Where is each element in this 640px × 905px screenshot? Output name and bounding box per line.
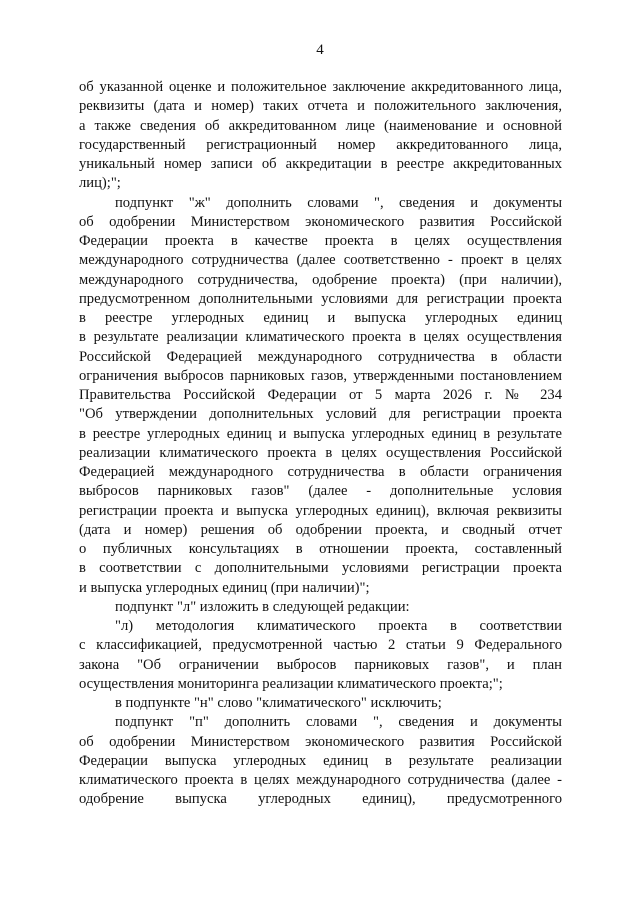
text-line: климатического проекта в целях международного сотрудничества (далее -	[79, 772, 562, 788]
text-line: международного сотрудничества (далее соответственно - проект в целях	[79, 252, 562, 269]
text-line: закона "Об ограничении выбросов парниковых газов", и план	[79, 656, 562, 673]
body-text	[79, 78, 562, 810]
text-line: выбросов парниковых газов" (далее - дополнительные условия	[79, 483, 562, 500]
text-line: об одобрении Министерством экономического развития Российской	[79, 733, 562, 750]
text-line: Федерации проекта в качестве проекта в целях осуществления	[79, 233, 562, 249]
page-number: 4	[316, 42, 324, 58]
text-line: "Об утверждении дополнительных условий для регистрации проекта	[79, 406, 562, 423]
text-line: подпункт "п" дополнить словами ", сведения и документы	[115, 714, 562, 731]
text-line: о публичных консультациях в отношении проекта, составленный	[79, 541, 562, 557]
text-line: подпункт "л" изложить в следующей редакции:	[115, 598, 410, 615]
text-line: об указанной оценке и положительное заключение аккредитованного лица,	[79, 79, 562, 95]
text-line: реализации климатического проекта в целях осуществления Российской	[79, 444, 562, 461]
text-line: с классификацией, предусмотренной частью 2 статьи 9 Федерального	[79, 637, 562, 654]
text-line: государственный регистрационный номер аккредитованного лица,	[79, 136, 562, 153]
text-line: и выпуска углеродных единиц (при наличии)";	[79, 579, 370, 596]
text-line: в результате реализации климатического проекта в целях осуществления	[79, 329, 562, 346]
text-line: ограничения выбросов парниковых газов, утвержденными постановлением	[79, 367, 562, 384]
text-line: "л) методология климатического проекта в соответствии	[115, 618, 562, 634]
text-line: (дата и номер) решения об одобрении проекта, и сводный отчет	[79, 521, 562, 538]
text-line: об одобрении Министерством экономического развития Российской	[79, 213, 562, 230]
text-line: Российской Федерацией международного сотрудничества в области	[79, 348, 562, 365]
text-line: Правительства Российской Федерации от 5 марта 2026 г. № 234	[79, 387, 562, 403]
text-line: в реестре углеродных единиц и выпуска углеродных единиц	[79, 310, 562, 326]
text-line: лиц);";	[79, 175, 121, 192]
text-line: регистрации проекта и выпуска углеродных единиц), включая реквизиты	[79, 502, 562, 519]
text-line: одобрение выпуска углеродных единиц), предусмотренного	[79, 791, 562, 808]
text-line: Федерацией международного сотрудничества в области ограничения	[79, 464, 562, 480]
text-line: международного сотрудничества, одобрение проекта) (при наличии),	[79, 271, 562, 288]
text-line: в соответствии с дополнительными условиями регистрации проекта	[79, 560, 562, 577]
text-line: в подпункте "н" слово "климатического" исключить;	[115, 695, 442, 711]
text-line: Федерации выпуска углеродных единиц в результате реализации	[79, 752, 562, 769]
text-line: реквизиты (дата и номер) таких отчета и положительного заключения,	[79, 98, 562, 115]
text-line: предусмотренном дополнительными условиями для регистрации проекта	[79, 290, 562, 307]
text-line: подпункт "ж" дополнить словами ", сведения и документы	[115, 194, 562, 211]
text-line: а также сведения об аккредитованном лице (наименование и основной	[79, 117, 562, 134]
text-line: уникальный номер записи об аккредитации в реестре аккредитованных	[79, 156, 562, 172]
text-line: осуществления мониторинга реализации климатического проекта;";	[79, 675, 503, 692]
text-line: в реестре углеродных единиц и выпуска углеродных единиц в результате	[79, 425, 562, 442]
